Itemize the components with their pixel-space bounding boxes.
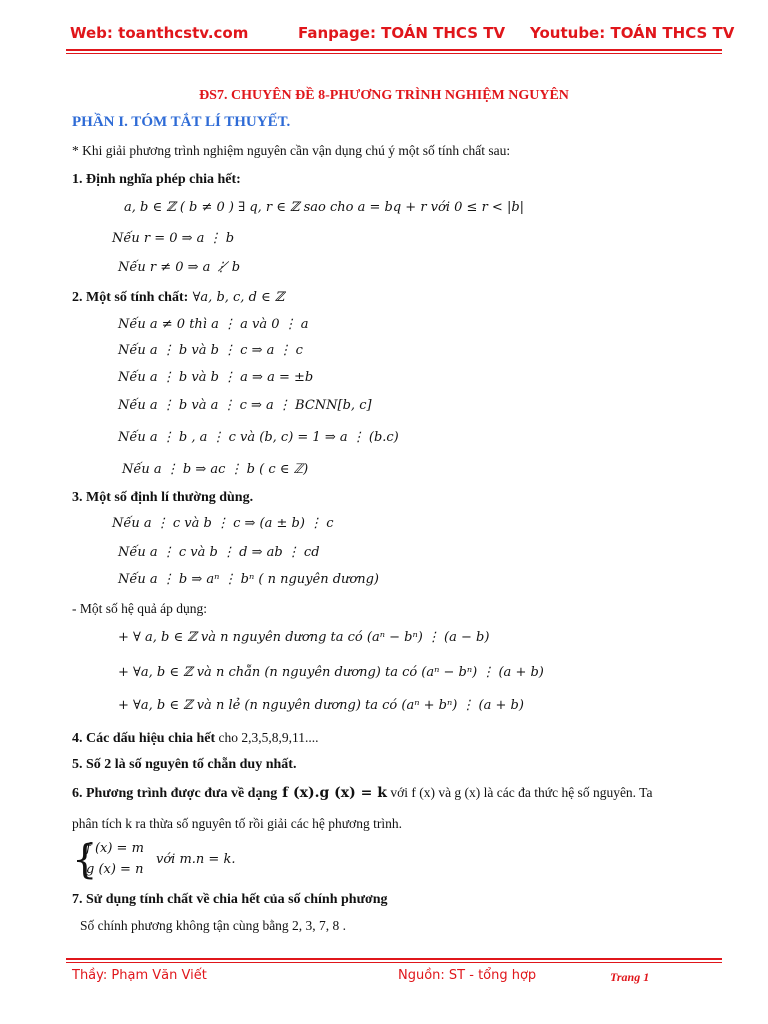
fanpage-value: TOÁN THCS TV <box>381 24 506 42</box>
section-4-row <box>72 730 319 747</box>
section-6-line2: phân tích k ra thừa số nguyên tố rồi giải các hệ phương trình. <box>72 816 402 831</box>
section-2-heading-math: ∀a, b, c, d ∈ ℤ <box>192 290 285 305</box>
fanpage-label: Fanpage: <box>298 24 376 42</box>
section-3-line: Nếu a ⋮ c và b ⋮ d ⇒ ab ⋮ cd <box>118 545 320 560</box>
section-1-line: a, b ∈ ℤ ( b ≠ 0 ) ∃ q, r ∈ ℤ sao cho a = bq + r với 0 ≤ r < |b| <box>124 200 525 215</box>
section-4-tail: cho 2,3,5,8,9,11.... <box>215 730 319 745</box>
page-number: Trang 1 <box>610 970 650 984</box>
system-eq-1: f (x) = m <box>86 841 144 856</box>
section-2-line: Nếu a ⋮ b , a ⋮ c và (b, c) = 1 ⇒ a ⋮ (b.c) <box>118 430 399 445</box>
section-7-line: Số chính phương không tận cùng bằng 2, 3, 7, 8 . <box>80 918 347 933</box>
section-1-line: Nếu r ≠ 0 ⇒ a ⋮̸ b <box>118 260 241 275</box>
youtube-link[interactable] <box>530 24 734 42</box>
header-rule-thin <box>66 53 722 54</box>
system-eq-2: g (x) = n <box>86 862 144 877</box>
section-3-heading: 3. Một số định lí thường dùng. <box>72 490 254 505</box>
part-heading: PHẦN I. TÓM TẮT LÍ THUYẾT. <box>72 114 291 130</box>
section-2-line: Nếu a ⋮ b và a ⋮ c ⇒ a ⋮ BCNN[b, c] <box>118 398 372 413</box>
system-brace: { <box>72 837 98 883</box>
section-2-line: Nếu a ⋮ b và b ⋮ a ⇒ a = ±b <box>118 370 314 385</box>
section-2-line: Nếu a ≠ 0 thì a ⋮ a và 0 ⋮ a <box>118 317 309 332</box>
section-3-line: Nếu a ⋮ c và b ⋮ c ⇒ (a ± b) ⋮ c <box>112 516 334 531</box>
section-5-heading: 5. Số 2 là số nguyên tố chẵn duy nhất. <box>72 757 297 772</box>
section-6-tail: với f (x) và g (x) là các đa thức hệ số nguyên. Ta <box>386 785 653 800</box>
section-1-line: Nếu r = 0 ⇒ a ⋮ b <box>112 231 235 246</box>
section-1-heading: 1. Định nghĩa phép chia hết: <box>72 172 241 187</box>
page-header <box>0 22 768 48</box>
youtube-value: TOÁN THCS TV <box>610 24 735 42</box>
corollary-heading: - Một số hệ quả áp dụng: <box>72 601 207 616</box>
section-6-row <box>72 785 652 802</box>
section-2-line: Nếu a ⋮ b ⇒ ac ⋮ b ( c ∈ ℤ) <box>122 462 309 477</box>
section-6-heading-math: f (x).g (x) = k <box>277 785 387 801</box>
header-rule <box>66 49 722 51</box>
document-title: ĐS7. CHUYÊN ĐỀ 8-PHƯƠNG TRÌNH NGHIỆM NGUYÊN <box>199 88 569 103</box>
section-3-line: Nếu a ⋮ b ⇒ aⁿ ⋮ bⁿ ( n nguyên dương) <box>118 572 379 587</box>
footer-rule <box>66 958 722 960</box>
web-label: Web: <box>70 24 113 42</box>
section-4-heading: 4. Các dấu hiệu chia hết <box>72 731 216 746</box>
system-condition: với m.n = k. <box>156 852 236 867</box>
section-6-heading: 6. Phương trình được đưa về dạng <box>72 786 278 801</box>
corollary-line: + ∀a, b ∈ ℤ và n chẵn (n nguyên dương) ta có (aⁿ − bⁿ) ⋮ (a + b) <box>118 665 544 680</box>
section-7-heading: 7. Sử dụng tính chất về chia hết của số chính phương <box>72 892 388 907</box>
web-value: toanthcstv.com <box>118 24 249 42</box>
section-2-heading: 2. Một số tính chất: <box>72 290 189 305</box>
footer-rule-thin <box>66 962 722 963</box>
section-2-line: Nếu a ⋮ b và b ⋮ c ⇒ a ⋮ c <box>118 343 303 358</box>
footer-teacher: Thầy: Phạm Văn Viết <box>72 968 207 983</box>
fanpage-link[interactable] <box>298 24 505 42</box>
corollary-line: + ∀ a, b ∈ ℤ và n nguyên dương ta có (aⁿ − bⁿ) ⋮ (a − b) <box>118 630 490 645</box>
section-2-heading-row <box>72 289 284 306</box>
intro-text: * Khi giải phương trình nghiệm nguyên cần vận dụng chú ý một số tính chất sau: <box>72 143 511 158</box>
footer-source: Nguồn: ST - tổng hợp <box>398 968 537 983</box>
corollary-line: + ∀a, b ∈ ℤ và n lẻ (n nguyên dương) ta có (aⁿ + bⁿ) ⋮ (a + b) <box>118 698 524 713</box>
web-link[interactable] <box>70 24 248 42</box>
youtube-label: Youtube: <box>530 24 606 42</box>
